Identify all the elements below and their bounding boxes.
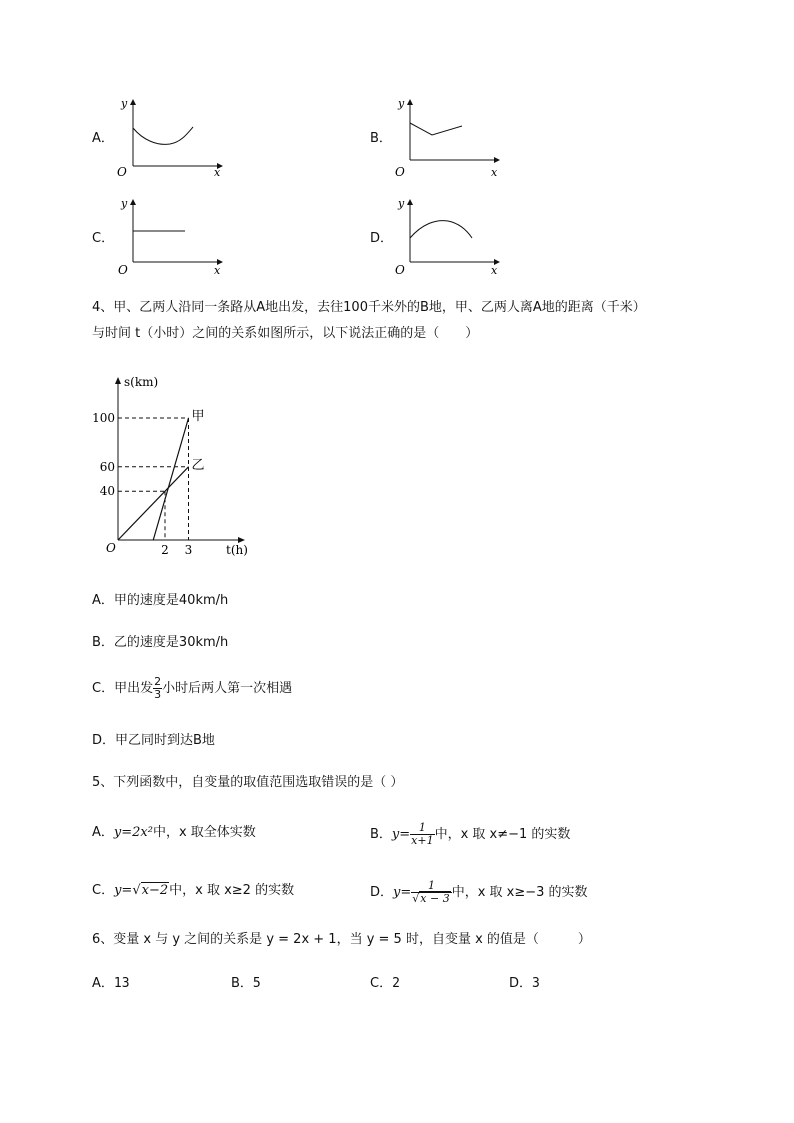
radicand: x−2 — [141, 883, 169, 898]
polyline — [410, 123, 462, 135]
distance-time-chart — [88, 368, 263, 563]
option-label: C． — [92, 681, 115, 696]
option-label: D． — [370, 231, 394, 246]
option-label: A． — [92, 976, 114, 991]
q5-option-d: D．y= $\frac{1}{√x - 3}$ 中，x 取 x≥−3 的实数 — [370, 879, 588, 905]
y-axis-label: y — [398, 97, 405, 110]
option-label: B． — [370, 827, 392, 842]
x-axis-title: t(h) — [226, 543, 248, 557]
series-label: 甲 — [191, 409, 205, 424]
series-line-yi — [118, 467, 189, 540]
option-label: D． — [92, 733, 116, 748]
q6-option-d — [509, 976, 540, 992]
option-label: C． — [92, 883, 115, 898]
origin-label: O — [117, 165, 127, 179]
y-axis-label: y — [121, 97, 128, 110]
option-label: C． — [370, 976, 393, 991]
option-label: D． — [509, 976, 533, 991]
option-value: 3 — [532, 976, 540, 991]
origin-label: O — [118, 263, 128, 277]
q4-option-b — [92, 635, 228, 651]
curve — [133, 127, 193, 144]
graph-d — [392, 196, 502, 280]
fraction: $\frac{1}{x+1}$ — [411, 821, 434, 847]
q5-stem: 5、下列函数中，自变量的取值范围选取错误的是（ ） — [92, 775, 404, 790]
option-label: A． — [92, 131, 114, 146]
origin-label: O — [395, 263, 405, 277]
q4-stem-line2: 与时间 t（小时）之间的关系如图所示，以下说法正确的是（ ） — [92, 326, 479, 341]
option-text: 中，x 取全体实数 — [152, 825, 256, 840]
series-label: 乙 — [191, 457, 205, 473]
option-label: B． — [92, 635, 114, 650]
q4-option-d — [92, 733, 215, 749]
option-text: 甲的速度是40km/h — [113, 593, 229, 608]
fraction: $\frac{1}{√x - 3}$ — [412, 879, 450, 905]
x-tick-label: 3 — [184, 543, 193, 557]
origin-label: O — [106, 541, 116, 555]
option-label: B． — [231, 976, 253, 991]
q5-option-b: B．y= $\frac{1}{x+1}$ 中，x 取 x≠−1 的实数 — [370, 821, 571, 847]
q6-stem: 6、变量 x 与 y 之间的关系是 y = 2x + 1，当 y = 5 时，自变量 x 的值是（ ） — [92, 932, 591, 947]
option-label: A． — [92, 825, 114, 840]
series-line-jia — [153, 418, 188, 540]
x-axis-label: x — [491, 264, 498, 277]
q4-option-a — [92, 593, 228, 609]
option-label: C． — [92, 231, 115, 246]
q6-option-b — [231, 976, 261, 992]
option-text: 中，x 取 x≠−1 的实数 — [434, 827, 571, 842]
origin-label: O — [395, 165, 405, 179]
graph-c — [115, 196, 225, 280]
option-text: 甲乙同时到达B地 — [115, 733, 215, 748]
q6-option-a — [92, 976, 130, 992]
x-axis-label: x — [214, 166, 221, 179]
x-axis-label: x — [491, 166, 498, 179]
q5-option-c: C．y=√x−2中，x 取 x≥2 的实数 — [92, 883, 295, 898]
option-text: 中，x 取 x≥−3 的实数 — [451, 885, 588, 900]
y-tick-label: 100 — [92, 411, 115, 425]
option-value: 13 — [113, 976, 130, 991]
y-axis-title: s(km) — [124, 375, 159, 389]
q4-option-c: C．甲出发 $\frac{2}{3}$ 小时后两人第一次相遇 — [92, 675, 293, 701]
option-label: D． — [370, 885, 394, 900]
option-value: 2 — [392, 976, 400, 991]
option-label: B． — [370, 131, 392, 146]
q6-option-c — [370, 976, 400, 992]
q5-option-a — [92, 825, 256, 841]
q4-stem-line1: 4、甲、乙两人沿同一条路从A地出发，去往100千米外的B地，甲、乙两人离A地的距离（千米） — [92, 300, 646, 315]
option-text: 中，x 取 x≥2 的实数 — [169, 883, 295, 898]
option-text: 乙的速度是30km/h — [113, 635, 229, 650]
curve — [410, 221, 472, 238]
y-tick-label: 60 — [99, 459, 115, 474]
graph-b — [392, 96, 502, 180]
x-axis-label: x — [214, 264, 221, 277]
y-tick-label: 40 — [99, 484, 115, 499]
y-axis-arrow — [115, 377, 121, 384]
y-axis-label: y — [121, 197, 128, 210]
option-value: 5 — [252, 976, 261, 991]
formula: y=2x² — [113, 825, 153, 840]
fraction: $\frac{2}{3}$ — [154, 675, 162, 701]
graph-a — [115, 96, 225, 180]
option-label: A． — [92, 593, 114, 608]
x-tick-label: 2 — [161, 543, 169, 557]
y-axis-label: y — [398, 197, 405, 210]
